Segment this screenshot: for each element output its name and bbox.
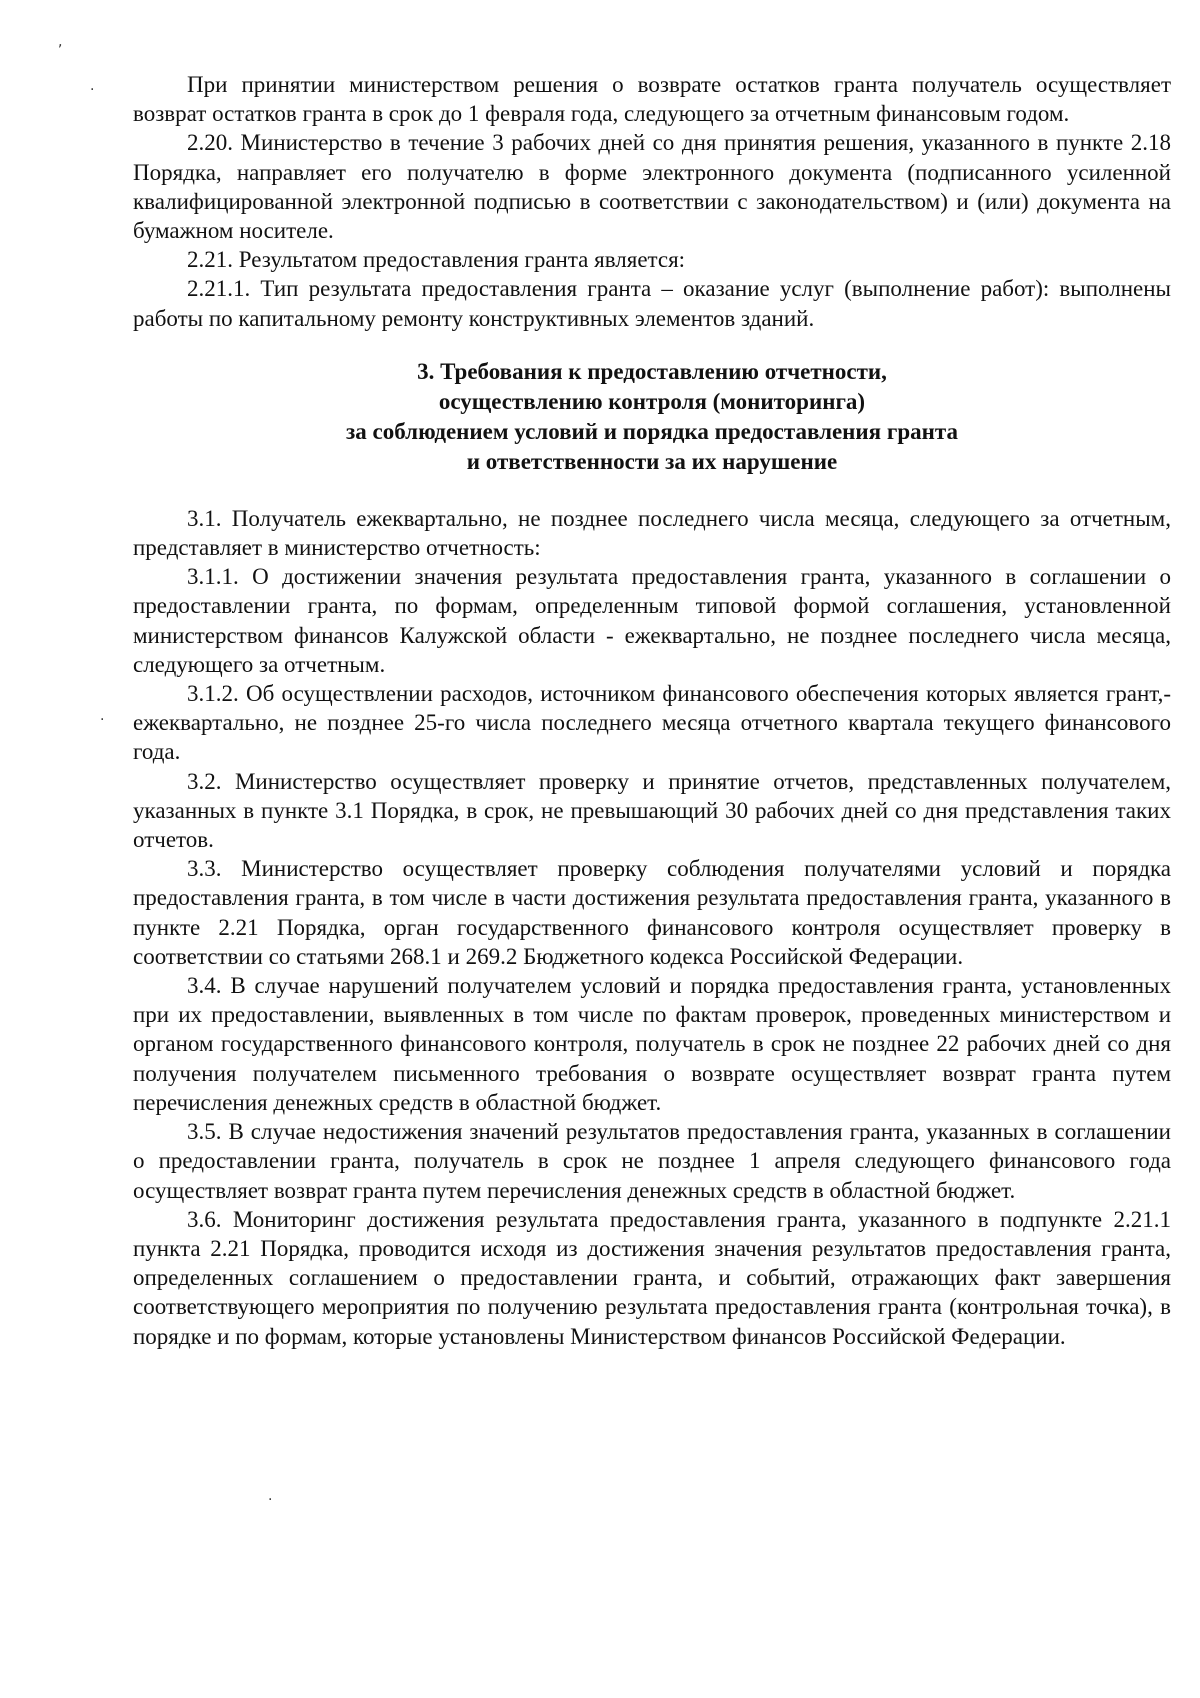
scan-mark: ·: [90, 82, 95, 98]
section-3-title: [133, 357, 1171, 477]
document-body: [133, 70, 1171, 1351]
section-title-line: за соблюдением условий и порядка предоставления гранта: [346, 418, 958, 444]
paragraph-2-20: 2.20. Министерство в течение 3 рабочих дней со дня принятия решения, указанного в пункте 2.18 Порядка, направляет его получателю в форме электронного документа (подписанного усиленной квалифицированной электронной подписью в соответствии с законодательством) и (или) документа на бумажном носителе.: [133, 130, 1171, 244]
paragraph-3-3: 3.3. Министерство осуществляет проверку соблюдения получателями условий и порядка предоставления гранта, в том числе в части достижения результата предоставления гранта, указанного в пункте 2.21 Порядка, орган государственного финансового контроля осуществляет проверку в соответствии со статьями 268.1 и 269.2 Бюджетного кодекса Российской Федерации.: [133, 856, 1171, 969]
paragraph-3-6: 3.6. Мониторинг достижения результата предоставления гранта, указанного в подпункте 2.21.1 пункта 2.21 Порядка, проводится исходя из достижения значения результатов предоставления гранта, определенных соглашением о предоставлении гранта, и событий, отражающих факт завершения соответствующего мероприятия по получению результата предоставления гранта (контрольная точка), в порядке и по формам, которые установлены Министерством финансов Российской Федерации.: [133, 1206, 1171, 1349]
section-title-line: осуществлению контроля (мониторинга): [438, 388, 866, 414]
paragraph-grant-balance-return: При принятии министерством решения о возврате остатков гранта получатель осуществляет возврат остатков гранта в срок до 1 февраля года, следующего за отчетным финансовым годом.: [133, 72, 1171, 127]
scan-mark: ·: [100, 712, 105, 728]
paragraph-2-21-1: 2.21.1. Тип результата предоставления гранта – оказание услуг (выполнение работ): выполнены работы по капитальному ремонту конструктивных элементов зданий.: [133, 276, 1171, 331]
section-title-line: и ответственности за их нарушение: [466, 448, 838, 474]
paragraph-3-1-2: 3.1.2. Об осуществлении расходов, источником финансового обеспечения которых является грант,- ежеквартально, не позднее 25-го числа последнего месяца отчетного квартала текущего финансового года.: [133, 681, 1171, 765]
paragraph-2-21: 2.21. Результатом предоставления гранта является:: [187, 247, 686, 273]
paragraph-3-1-1: 3.1.1. О достижении значения результата предоставления гранта, указанного в соглашении о предоставлении гранта, по формам, определенным типовой формой соглашения, установленной министерством финансов Калужской области - ежеквартально, не позднее последнего числа месяца, следующего за отчетным.: [133, 564, 1171, 677]
paragraph-3-1: 3.1. Получатель ежеквартально, не позднее последнего числа месяца, следующего за отчетным, представляет в министерство отчетность:: [133, 505, 1171, 561]
scan-mark: ,: [58, 34, 63, 50]
scan-mark: ·: [268, 1492, 273, 1508]
paragraph-3-5: 3.5. В случае недостижения значений результатов предоставления гранта, указанных в соглашении о предоставлении гранта, получатель в срок не позднее 1 апреля следующего финансового года осуществляет возврат гранта путем перечисления денежных средств в областной бюджет.: [133, 1119, 1171, 1203]
section-title-line: 3. Требования к предоставлению отчетности,: [417, 358, 887, 384]
paragraph-3-4: 3.4. В случае нарушений получателем условий и порядка предоставления гранта, установленных при их предоставлении, выявленных в том числе по фактам проверок, проведенных министерством и органом государственного финансового контроля, получатель в срок не позднее 22 рабочих дней со дня получения получателем письменного требования о возврате осуществляет возврат гранта путем перечисления денежных средств в областной бюджет.: [133, 973, 1171, 1115]
paragraph-3-2: 3.2. Министерство осуществляет проверку и принятие отчетов, представленных получателем, указанных в пункте 3.1 Порядка, в срок, не превышающий 30 рабочих дней со дня представления таких отчетов.: [133, 768, 1171, 853]
